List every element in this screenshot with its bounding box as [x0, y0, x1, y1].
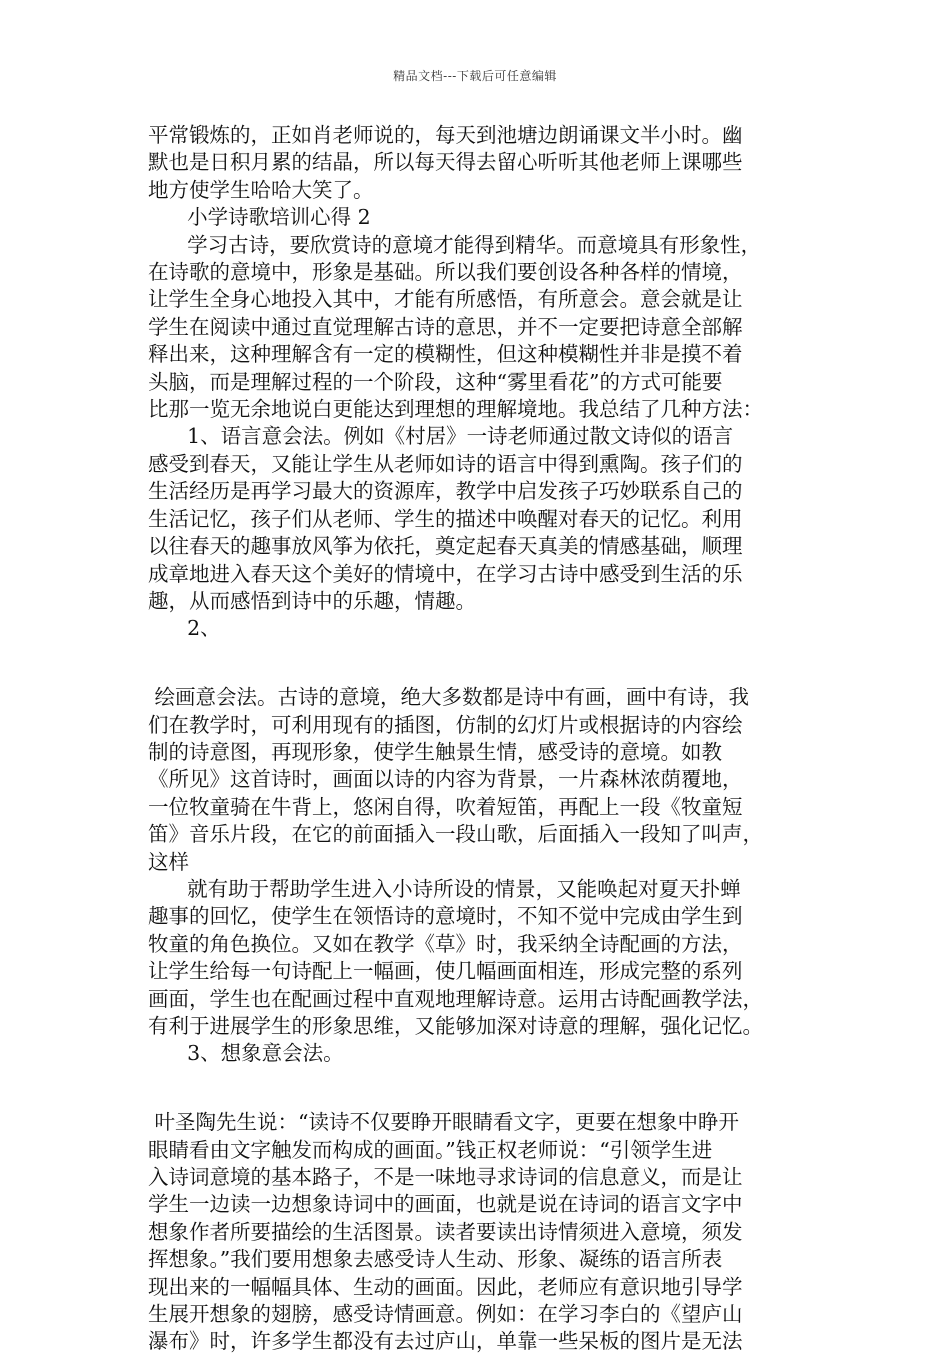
text-line: 趣事的回忆，使学生在领悟诗的意境时，不知不觉中完成由学生到	[148, 904, 743, 929]
text-line: 2、	[148, 616, 221, 641]
text-line: 让学生全身心地投入其中，才能有所感悟，有所意会。意会就是让	[148, 287, 743, 312]
text-line: 有利于进展学生的形象思维，又能够加深对诗意的理解，强化记忆。	[148, 1013, 763, 1038]
text-line: 默也是日积月累的结晶，所以每天得去留心听听其他老师上课哪些	[148, 150, 743, 175]
text-line: 入诗词意境的基本路子，不是一味地寻求诗词的信息意义，而是让	[148, 1165, 743, 1189]
text-line: 就有助于帮助学生进入小诗所设的情景，又能唤起对夏天扑蝉	[148, 876, 741, 901]
text-line: 一位牧童骑在牛背上，悠闲自得，吹着短笛，再配上一段《牧童短	[148, 794, 743, 819]
text-line: 地方使学生哈哈大笑了。	[148, 177, 374, 202]
blank-line	[148, 1068, 828, 1095]
text-line: 让学生给每一句诗配上一幅画，使几幅画面相连，形成完整的系列	[148, 959, 743, 984]
text-line: 《所见》这首诗时，画面以诗的内容为背景，一片森林浓荫覆地，	[148, 767, 743, 792]
text-line: 挥想象。”我们要用想象去感受诗人生动、形象、凝练的语言所表	[148, 1247, 723, 1272]
text-line: 1、语言意会法。例如《村居》一诗老师通过散文诗似的语言	[148, 424, 734, 449]
body-text	[148, 122, 828, 1356]
text-line: 学生一边读一边想象诗词中的画面，也就是说在诗词的语言文字中	[148, 1192, 743, 1217]
text-line: 释出来，这种理解含有一定的模糊性，但这种模糊性并非是摸不着	[148, 342, 743, 367]
page-header: 精品文档---下载后可任意编辑	[393, 69, 557, 83]
text-line: 叶圣陶先生说：“读诗不仅要睁开眼睛看文字，更要在想象中睁开	[148, 1110, 739, 1135]
text-line: 瀑布》时，许多学生都没有去过庐山，单靠一些呆板的图片是无法	[148, 1329, 743, 1354]
text-line: 学生在阅读中通过直觉理解古诗的意思，并不一定要把诗意全部解	[148, 314, 743, 339]
text-line: 以往春天的趣事放风筝为依托，奠定起春天真美的情感基础，顺理	[148, 534, 743, 559]
text-line: 这样	[148, 849, 189, 874]
blank-line	[148, 643, 828, 670]
text-line: 制的诗意图，再现形象，使学生触景生情，感受诗的意境。如教	[148, 739, 722, 764]
text-line: 头脑，而是理解过程的一个阶段，这种“雾里看花”的方式可能要	[148, 369, 723, 394]
text-line: 绘画意会法。古诗的意境，绝大多数都是诗中有画，画中有诗，我	[148, 685, 750, 710]
blank-line	[148, 670, 828, 684]
text-line: 牧童的角色换位。又如在教学《草》时，我采纳全诗配画的方法，	[148, 931, 743, 956]
text-line: 3、想象意会法。	[148, 1041, 344, 1066]
text-line: 眼睛看由文字触发而构成的画面。”钱正权老师说：“引领学生进	[148, 1137, 713, 1162]
text-line: 现出来的一幅幅具体、生动的画面。因此，老师应有意识地引导学	[148, 1274, 743, 1299]
text-line: 生活记忆，孩子们从老师、学生的描述中唤醒对春天的记忆。利用	[148, 506, 743, 531]
text-line: 平常锻炼的，正如肖老师说的，每天到池塘边朗诵课文半小时。幽	[148, 123, 743, 147]
text-line: 比那一览无余地说白更能达到理想的理解境地。我总结了几种方法：	[148, 397, 763, 422]
text-line: 想象作者所要描绘的生活图景。读者要读出诗情须进入意境，须发	[148, 1219, 743, 1244]
text-line: 在诗歌的意境中，形象是基础。所以我们要创设各种各样的情境，	[148, 260, 743, 285]
text-line: 趣，从而感悟到诗中的乐趣，情趣。	[148, 588, 476, 613]
text-line: 学习古诗，要欣赏诗的意境才能得到精华。而意境具有形象性，	[148, 232, 762, 257]
text-line: 们在教学时，可利用现有的插图，仿制的幻灯片或根据诗的内容绘	[148, 712, 743, 737]
blank-line	[148, 1095, 828, 1109]
section-heading: 小学诗歌培训心得 2	[148, 205, 371, 230]
text-line: 笛》音乐片段，在它的前面插入一段山歌，后面插入一段知了叫声，	[148, 822, 763, 847]
text-line: 生活经历是再学习最大的资源库，教学中启发孩子巧妙联系自己的	[148, 479, 743, 504]
text-line: 生展开想象的翅膀，感受诗情画意。例如：在学习李白的《望庐山	[148, 1302, 743, 1327]
text-line: 感受到春天，又能让学生从老师如诗的语言中得到熏陶。孩子们的	[148, 451, 743, 476]
text-line: 画面，学生也在配画过程中直观地理解诗意。运用古诗配画教学法，	[148, 986, 763, 1011]
text-line: 成章地进入春天这个美好的情境中，在学习古诗中感受到生活的乐	[148, 561, 743, 586]
